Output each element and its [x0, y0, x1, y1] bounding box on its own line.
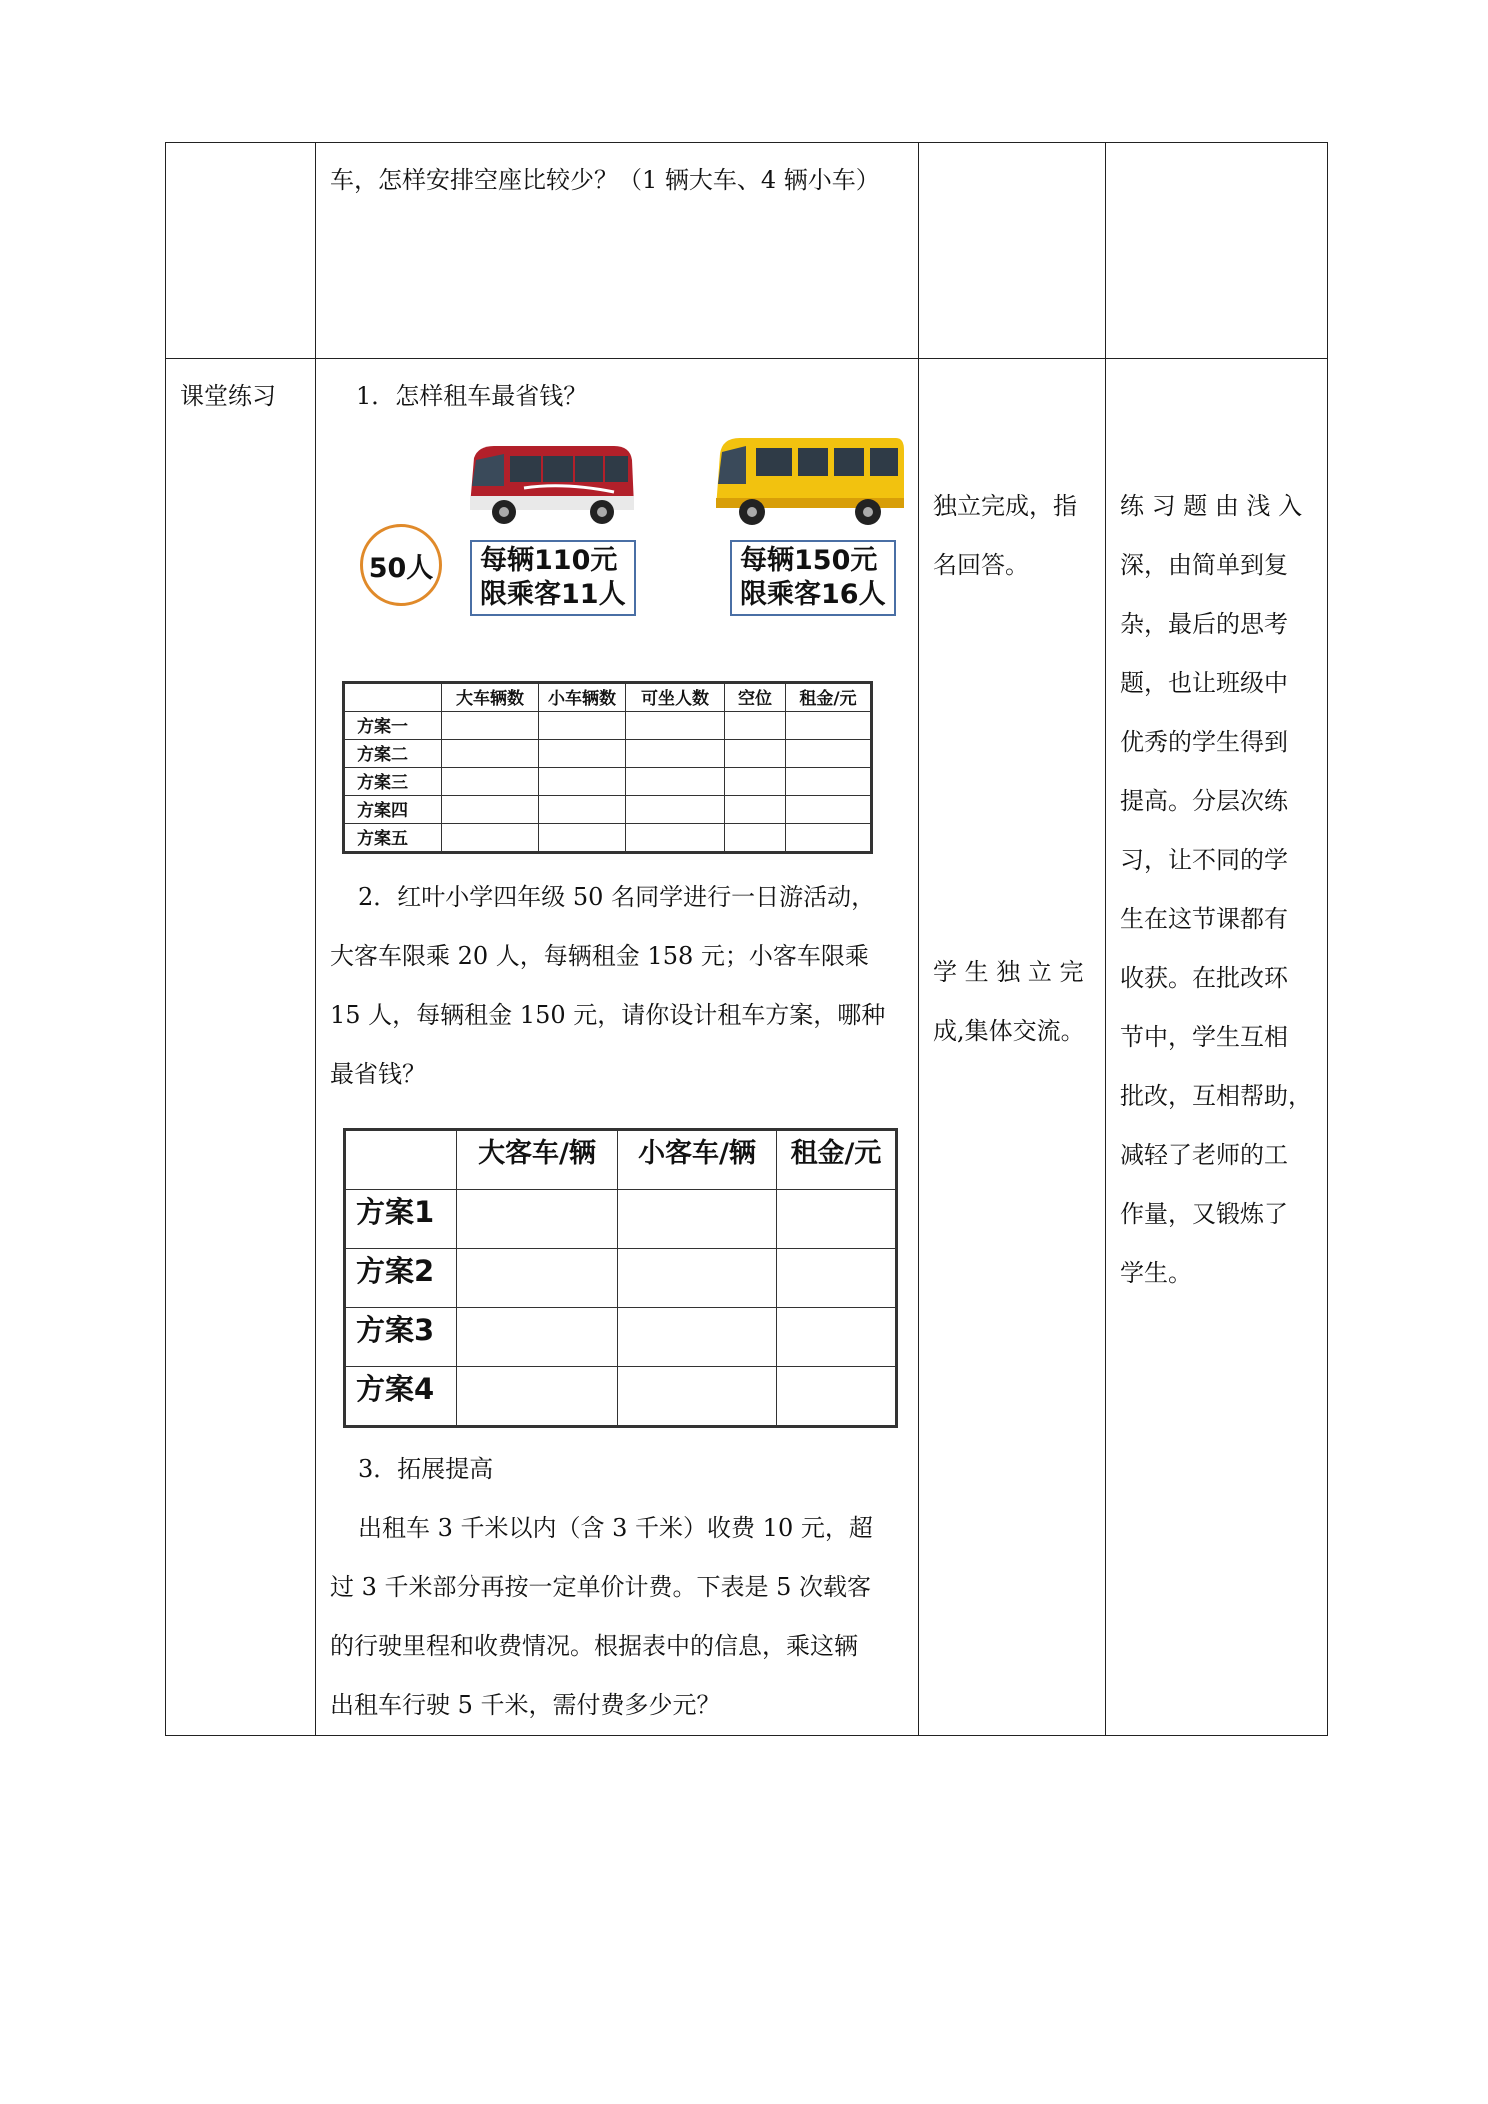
table-row — [344, 740, 872, 768]
q3-line: 出租车 3 千米以内（含 3 千米）收费 10 元，超 — [358, 1514, 873, 1542]
q2-line: 15 人，每辆租金 150 元，请你设计租车方案，哪种 — [330, 1001, 886, 1029]
row-label: 课堂练习 — [180, 382, 276, 410]
activity-line: 成,集体交流。 — [933, 1017, 1085, 1045]
empty-cell — [919, 143, 1106, 359]
bus-illustration — [316, 432, 918, 677]
intent-line: 作量，又锻炼了 — [1120, 1200, 1288, 1228]
table-cell — [442, 712, 539, 740]
table-row — [344, 796, 872, 824]
empty-cell — [166, 143, 316, 359]
q2-line: 大客车限乘 20 人，每辆租金 158 元；小客车限乘 — [330, 942, 869, 970]
intent-line: 节中，学生互相 — [1120, 1023, 1288, 1051]
lesson-plan-table — [165, 142, 1328, 1736]
table-cell — [777, 1190, 897, 1249]
activity-line: 学 生 独 立 完 — [933, 958, 1084, 986]
table-row — [344, 824, 872, 853]
q3-title: 3．拓展提高 — [358, 1455, 494, 1483]
empty-cell — [1106, 143, 1328, 359]
red-bus-capacity: 限乘客11人 — [480, 579, 626, 610]
red-bus-price-box — [470, 540, 636, 616]
table-cell — [539, 712, 626, 740]
q1-title: 1．怎样租车最省钱？ — [356, 382, 588, 410]
row-label-cell — [166, 359, 316, 1736]
q2-line: 最省钱？ — [330, 1060, 426, 1088]
activity-line: 名回答。 — [933, 551, 1029, 579]
table-cell — [618, 1308, 777, 1367]
row-header: 方案一 — [344, 712, 442, 740]
table-cell — [539, 824, 626, 853]
table-cell — [725, 824, 786, 853]
red-bus-price: 每辆110元 — [480, 545, 618, 576]
table-cell — [442, 796, 539, 824]
intent-line: 批改，互相帮助， — [1120, 1082, 1312, 1110]
table-row — [345, 1249, 897, 1308]
table-cell — [786, 768, 872, 796]
student-activity-1 — [919, 477, 1105, 595]
table-header-cell — [344, 683, 442, 712]
yellow-bus-icon — [712, 432, 908, 530]
table-cell — [539, 796, 626, 824]
table-header-cell: 租金/元 — [786, 683, 872, 712]
design-intent-cell — [1106, 359, 1328, 1736]
table-cell — [626, 824, 725, 853]
table-header-cell: 小客车/辆 — [618, 1130, 777, 1190]
table-header-cell — [345, 1130, 457, 1190]
row-header: 方案2 — [345, 1249, 457, 1308]
people-badge: 50人 — [360, 524, 442, 606]
student-activity-cell — [919, 359, 1106, 1736]
table-cell — [618, 1367, 777, 1427]
row-header: 方案四 — [344, 796, 442, 824]
table-header-cell: 小车辆数 — [539, 683, 626, 712]
table-cell — [442, 740, 539, 768]
continuation-text: 车，怎样安排空座比较少？（1 辆大车、4 辆小车） — [330, 166, 880, 194]
table-header-cell: 可坐人数 — [626, 683, 725, 712]
q3-line: 出租车行驶 5 千米，需付费多少元？ — [330, 1691, 721, 1719]
table-cell — [725, 768, 786, 796]
yellow-bus-capacity: 限乘客16人 — [740, 579, 886, 610]
table-cell — [786, 712, 872, 740]
intent-line: 收获。在批改环 — [1120, 964, 1288, 992]
table-row — [345, 1367, 897, 1427]
row-header: 方案1 — [345, 1190, 457, 1249]
content-cell — [316, 143, 919, 359]
table-cell — [457, 1308, 618, 1367]
table-header-cell: 大车辆数 — [442, 683, 539, 712]
row-header: 方案3 — [345, 1308, 457, 1367]
table-header-cell: 大客车/辆 — [457, 1130, 618, 1190]
table-cell — [539, 740, 626, 768]
design-intent-text — [1106, 477, 1327, 1303]
table-cell — [777, 1308, 897, 1367]
intent-line: 学生。 — [1120, 1259, 1192, 1287]
intent-line: 生在这节课都有 — [1120, 905, 1288, 933]
table-cell — [725, 796, 786, 824]
table-cell — [457, 1367, 618, 1427]
intent-line: 题，也让班级中 — [1120, 669, 1288, 697]
row-header: 方案五 — [344, 824, 442, 853]
table-cell — [626, 796, 725, 824]
intent-line: 优秀的学生得到 — [1120, 728, 1288, 756]
q3-line: 过 3 千米部分再按一定单价计费。下表是 5 次载客 — [330, 1573, 872, 1601]
q2-text — [316, 868, 918, 1104]
table-cell — [539, 768, 626, 796]
row-header: 方案4 — [345, 1367, 457, 1427]
intent-line: 杂，最后的思考 — [1120, 610, 1288, 638]
intent-line: 深，由简单到复 — [1120, 551, 1288, 579]
table-cell — [442, 824, 539, 853]
table-cell — [626, 740, 725, 768]
q1-plan-table — [342, 681, 873, 854]
table-cell — [777, 1249, 897, 1308]
table-cell — [457, 1190, 618, 1249]
table-cell — [618, 1249, 777, 1308]
table-cell — [457, 1249, 618, 1308]
red-bus-icon — [464, 438, 638, 530]
table-header-cell: 空位 — [725, 683, 786, 712]
q3-text — [316, 1440, 918, 1735]
practice-row — [166, 359, 1328, 1736]
table-cell — [618, 1190, 777, 1249]
table-cell — [626, 712, 725, 740]
practice-content-cell — [316, 359, 919, 1736]
table-cell — [777, 1367, 897, 1427]
table-cell — [626, 768, 725, 796]
q3-line: 的行驶里程和收费情况。根据表中的信息，乘这辆 — [330, 1632, 858, 1660]
row-header: 方案二 — [344, 740, 442, 768]
table-cell — [442, 768, 539, 796]
student-activity-2 — [919, 943, 1105, 1061]
table-cell — [786, 740, 872, 768]
table-header-row — [344, 683, 872, 712]
table-cell — [725, 740, 786, 768]
table-row — [345, 1190, 897, 1249]
intent-line: 习，让不同的学 — [1120, 846, 1288, 874]
table-row — [344, 712, 872, 740]
continuation-row — [166, 143, 1328, 359]
table-cell — [786, 796, 872, 824]
intent-line: 减轻了老师的工 — [1120, 1141, 1288, 1169]
row-header: 方案三 — [344, 768, 442, 796]
q2-line: 2．红叶小学四年级 50 名同学进行一日游活动， — [358, 883, 876, 911]
table-cell — [786, 824, 872, 853]
activity-line: 独立完成，指 — [933, 492, 1077, 520]
q2-plan-table — [343, 1128, 898, 1428]
table-cell — [725, 712, 786, 740]
table-header-row — [345, 1130, 897, 1190]
table-row — [345, 1308, 897, 1367]
table-header-cell: 租金/元 — [777, 1130, 897, 1190]
table-row — [344, 768, 872, 796]
yellow-bus-price: 每辆150元 — [740, 545, 878, 576]
intent-line: 提高。分层次练 — [1120, 787, 1288, 815]
intent-line: 练 习 题 由 浅 入 — [1120, 492, 1303, 520]
yellow-bus-price-box — [730, 540, 896, 616]
